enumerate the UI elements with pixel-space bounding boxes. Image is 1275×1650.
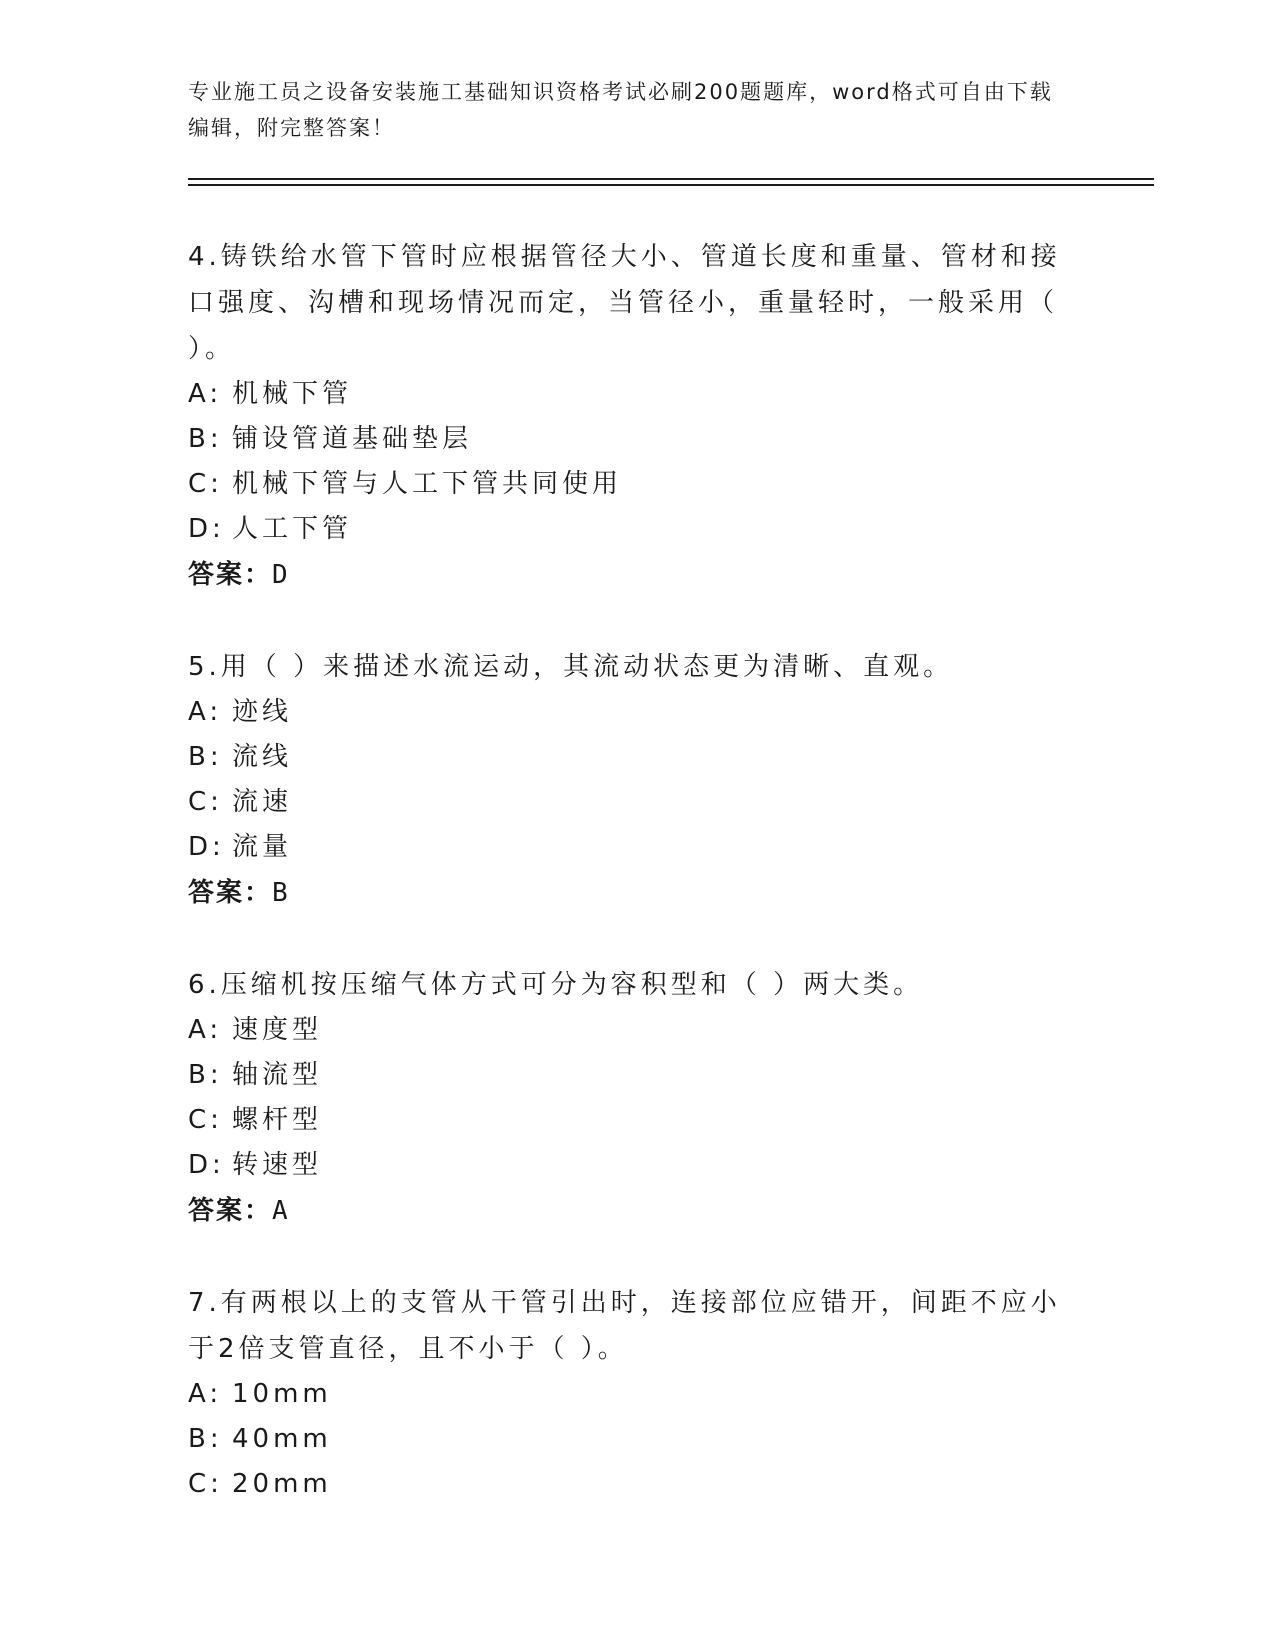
option-letter: C: (188, 787, 223, 817)
option-text: 流量 (232, 832, 293, 862)
option-text: 20mm (232, 1469, 332, 1499)
option-text: 流速 (232, 787, 293, 817)
option-text: 人工下管 (232, 514, 353, 544)
question-list (188, 234, 1088, 1553)
answer-label: 答案： (188, 560, 273, 590)
option-d (188, 1143, 1088, 1188)
answer-line (188, 552, 1088, 598)
option-letter: A: (188, 697, 223, 727)
answer-line (188, 870, 1088, 916)
question-item (188, 644, 1088, 916)
option-a (188, 690, 1088, 735)
option-letter: D: (188, 1150, 225, 1180)
option-b (188, 735, 1088, 780)
option-text: 铺设管道基础垫层 (232, 424, 473, 454)
option-text: 速度型 (232, 1015, 323, 1045)
option-letter: B: (188, 1424, 223, 1454)
option-letter: C: (188, 1105, 223, 1135)
answer-value: B (272, 878, 290, 908)
option-text: 流线 (232, 742, 293, 772)
option-letter: B: (188, 1060, 223, 1090)
answer-value: D (272, 560, 290, 590)
option-letter: A: (188, 1015, 223, 1045)
option-letter: D: (188, 832, 225, 862)
option-letter: B: (188, 742, 223, 772)
option-text: 转速型 (232, 1150, 323, 1180)
option-text: 迹线 (232, 697, 293, 727)
option-text: 轴流型 (232, 1060, 323, 1090)
answer-label: 答案： (188, 1196, 273, 1226)
answer-label: 答案： (188, 878, 273, 908)
option-text: 机械下管与人工下管共同使用 (232, 469, 623, 499)
option-a (188, 372, 1088, 417)
option-b (188, 1417, 1088, 1462)
option-c (188, 1462, 1088, 1507)
option-c (188, 1098, 1088, 1143)
question-stem: 4.铸铁给水管下管时应根据管径大小、管道长度和重量、管材和接口强度、沟槽和现场情况而定，当管径小，重量轻时，一般采用（ ）。 (188, 242, 1061, 364)
option-a (188, 1372, 1088, 1417)
option-letter: A: (188, 1379, 223, 1409)
answer-line (188, 1188, 1088, 1234)
question-item (188, 1280, 1088, 1507)
option-letter: C: (188, 469, 223, 499)
header-divider-top (188, 178, 1154, 180)
option-letter: A: (188, 379, 223, 409)
option-d (188, 825, 1088, 870)
header-divider-bottom (188, 184, 1154, 186)
question-stem: 7.有两根以上的支管从干管引出时，连接部位应错开，间距不应小于2倍支管直径，且不小于（ ）。 (188, 1288, 1061, 1364)
option-letter: C: (188, 1469, 223, 1499)
option-b (188, 1053, 1088, 1098)
option-text: 机械下管 (232, 379, 353, 409)
option-text: 螺杆型 (232, 1105, 323, 1135)
option-text: 40mm (232, 1424, 332, 1454)
option-b (188, 417, 1088, 462)
question-item (188, 234, 1088, 598)
question-item (188, 962, 1088, 1234)
option-text: 10mm (232, 1379, 332, 1409)
option-letter: D: (188, 514, 225, 544)
option-c (188, 780, 1088, 825)
question-stem: 6.压缩机按压缩气体方式可分为容积型和（ ）两大类。 (188, 970, 924, 1000)
question-stem: 5.用（ ）来描述水流运动，其流动状态更为清晰、直观。 (188, 652, 954, 682)
option-a (188, 1008, 1088, 1053)
option-letter: B: (188, 424, 223, 454)
option-c (188, 462, 1088, 507)
document-header: 专业施工员之设备安装施工基础知识资格考试必刷200题题库，word格式可自由下载编辑，附完整答案！ (188, 80, 1053, 140)
answer-value: A (272, 1196, 290, 1226)
option-d (188, 507, 1088, 552)
